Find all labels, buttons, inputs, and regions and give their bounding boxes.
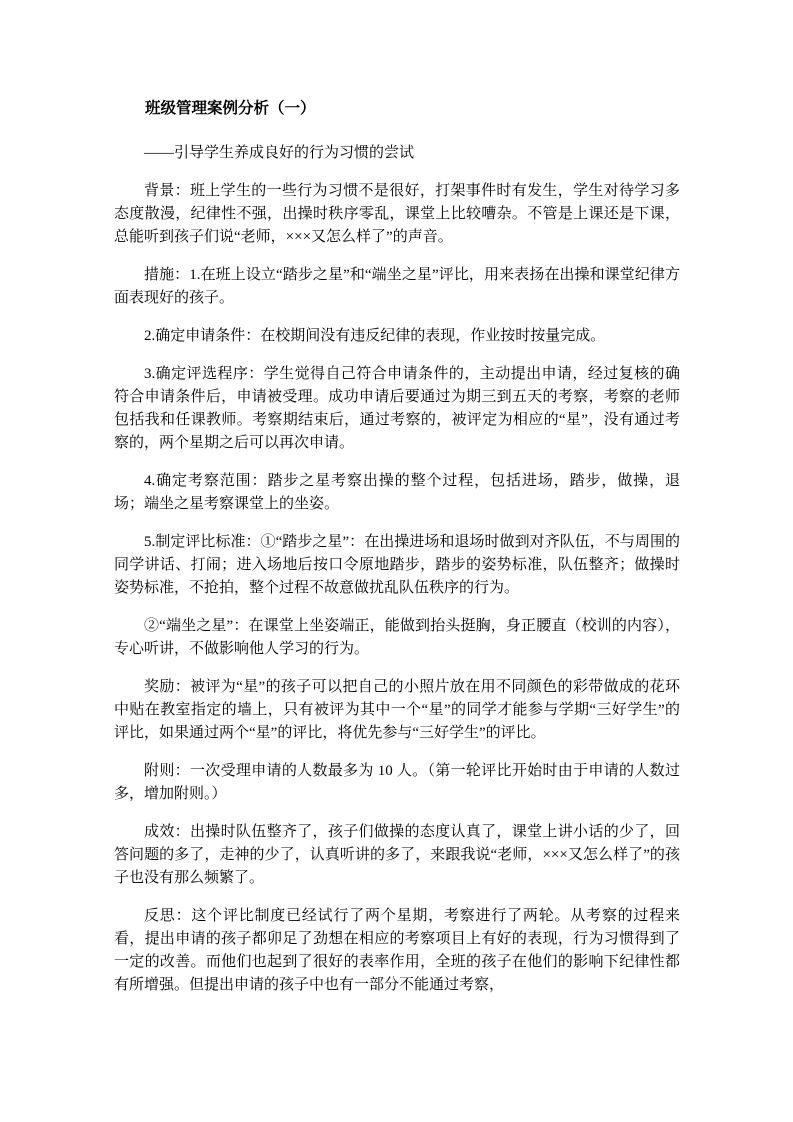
paragraph: 成效：出操时队伍整齐了，孩子们做操的态度认真了，课堂上讲小话的少了，回答问题的多了，走神的少了，认真听讲的多了，来跟我说“老师，×××又怎么样了”的孩子也没有那么频繁了。 — [114, 824, 680, 886]
paragraph: 3.确定评选程序：学生觉得自己符合申请条件的，主动提出申请，经过复核的确符合申请条件后，申请被受理。成功申请后要通过为期三到五天的考察，考察的老师包括我和任课教师。考察期结束后，通过考察的，被评定为相应的“星”，没有通过考察的，两个星期之后可以再次申请。 — [114, 366, 680, 451]
paragraph: 背景：班上学生的一些行为习惯不是很好，打架事件时有发生，学生对待学习多态度散漫，纪律性不强，出操时秩序零乱，课堂上比较嘈杂。不管是上课还是下课，总能听到孩子们说“老师，×××又怎么样了”的声音。 — [114, 183, 680, 245]
paragraph: 5.制定评比标准：①“踏步之星”：在出操进场和退场时做到对齐队伍，不与周围的同学讲话、打闹；进入场地后按口令原地踏步，踏步的姿势标准，队伍整齐；做操时姿势标准，不抢拍，整个过程不故意做扰乱队伍秩序的行为。 — [114, 534, 680, 596]
document-subtitle: ——引导学生养成良好的行为习惯的尝试 — [144, 145, 415, 161]
paragraph: 措施：1.在班上设立“踏步之星”和“端坐之星”评比，用来表扬在出操和课堂纪律方面表现好的孩子。 — [114, 267, 680, 306]
document-title: 班级管理案例分析（一） — [145, 100, 316, 117]
paragraph: 奖励：被评为“星”的孩子可以把自己的小照片放在用不同颜色的彩带做成的花环中贴在教室指定的墙上，只有被评为其中一个“星”的同学才能参与学期“三好学生”的评比，如果通过两个“星”的评比，将优先参与“三好学生”的评比。 — [114, 679, 680, 741]
paragraph: 反思：这个评比制度已经试行了两个星期，考察进行了两轮。从考察的过程来看，提出申请的孩子都卯足了劲想在相应的考察项目上有好的表现，行为习惯得到了一定的改善。而他们也起到了很好的表率作用，全班的孩子在他们的影响下纪律性都有所增强。但提出申请的孩子中也有一部分不能通过考察， — [114, 908, 680, 993]
paragraph: ②“端坐之星”：在课堂上坐姿端正，能做到抬头挺胸，身正腰直（校训的内容），专心听讲，不做影响他人学习的行为。 — [114, 618, 680, 657]
paragraph: 4.确定考察范围：踏步之星考察出操的整个过程，包括进场，踏步，做操，退场；端坐之星考察课堂上的坐姿。 — [114, 473, 680, 512]
document-body — [114, 180, 680, 997]
paragraph: 2.确定申请条件：在校期间没有违反纪律的表现，作业按时按量完成。 — [144, 328, 606, 344]
paragraph: 附则：一次受理申请的人数最多为 10 人。（第一轮评比开始时由于申请的人数过多，增加附则。） — [114, 763, 680, 802]
